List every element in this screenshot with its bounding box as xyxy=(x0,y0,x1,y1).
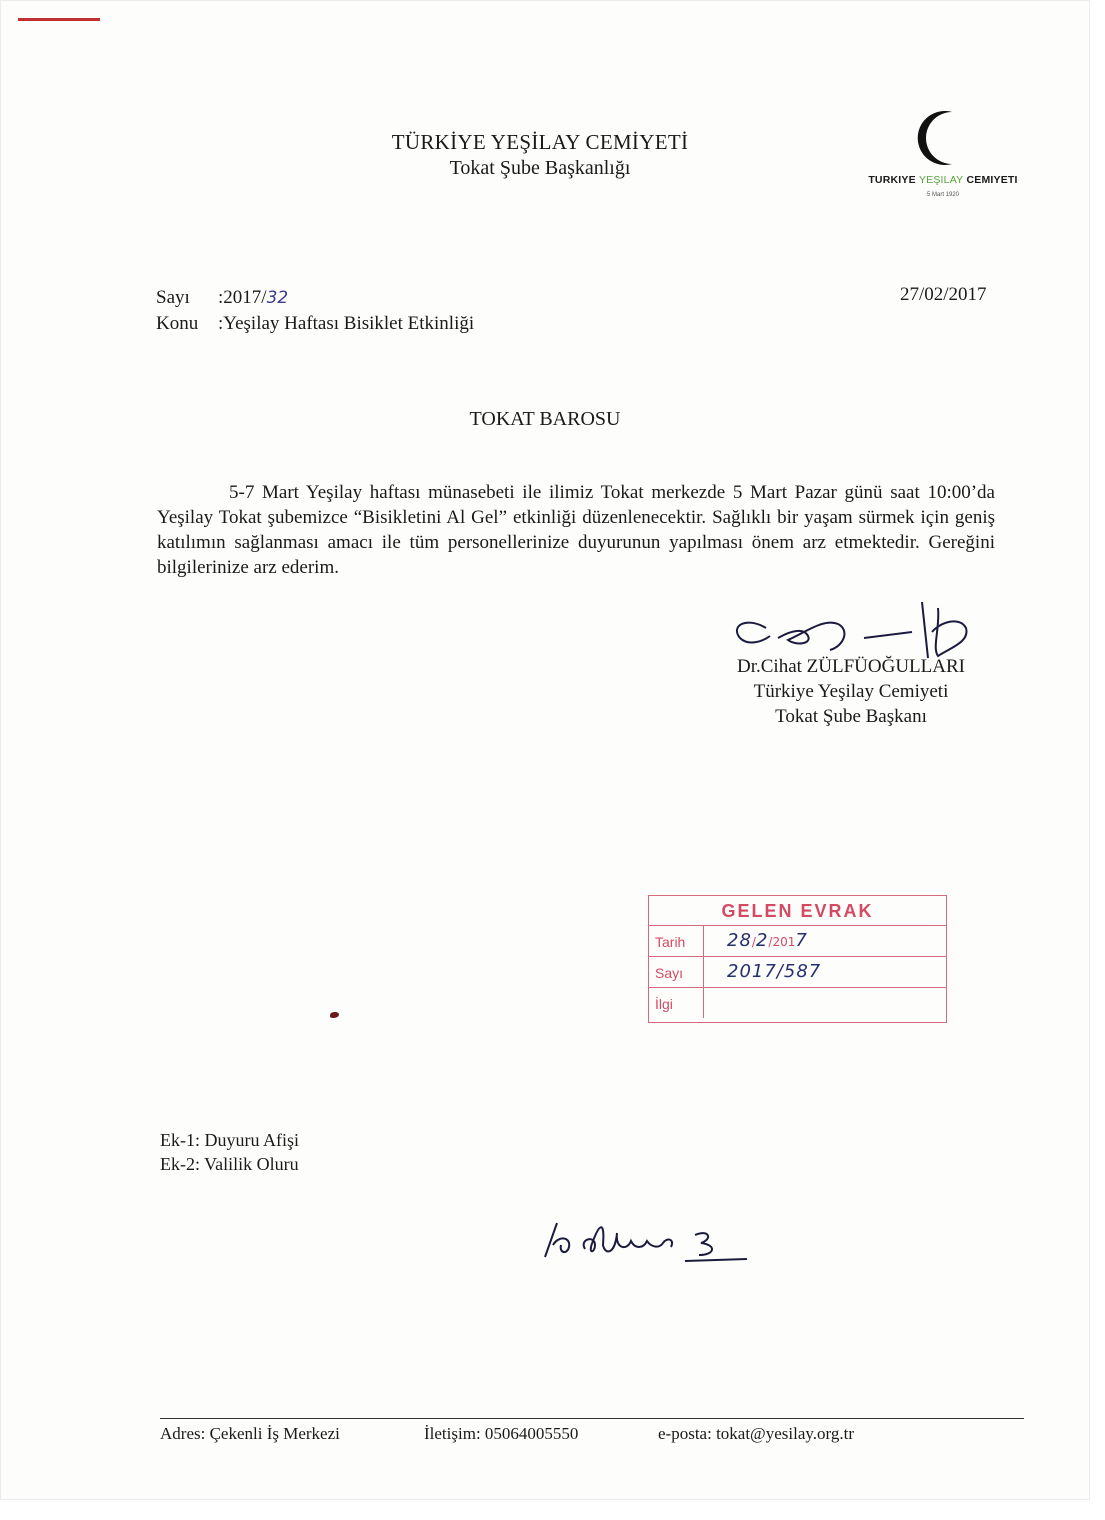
signatory-name: Dr.Cihat ZÜLFÜOĞULLARI xyxy=(737,656,965,677)
stamp-number-value: 2017/587 xyxy=(727,961,822,982)
stamp-number-label: Sayı xyxy=(649,957,704,987)
letterhead xyxy=(350,130,730,180)
letter-date: 27/02/2017 xyxy=(900,284,987,305)
ink-blot xyxy=(330,1012,339,1018)
footer-email: e-posta: tokat@yesilay.org.tr xyxy=(658,1424,854,1443)
number-row xyxy=(156,285,474,311)
number-label: Sayı xyxy=(156,287,190,308)
incoming-document-stamp xyxy=(648,895,947,1023)
letter-body xyxy=(157,480,995,580)
branch-title: Tokat Şube Başkanlığı xyxy=(449,157,631,179)
yesilay-logo xyxy=(858,108,1028,198)
subject-label: Konu xyxy=(156,313,199,334)
number-value: :2017/ xyxy=(218,287,267,308)
handwritten-signature xyxy=(726,598,976,660)
handwritten-note xyxy=(535,1215,755,1270)
subject-row xyxy=(156,311,474,336)
signatory-organization: Türkiye Yeşilay Cemiyeti xyxy=(753,681,949,702)
footer-address: Adres: Çekenli İş Merkezi xyxy=(160,1424,340,1443)
footer-contact: İletişim: 05064005550 xyxy=(424,1424,579,1443)
letter-meta xyxy=(156,285,474,336)
logo-founding-date: 5 Mart 1920 xyxy=(926,192,960,198)
body-paragraph: 5-7 Mart Yeşilay haftası münasebeti ile ilimiz Tokat merkezde 5 Mart Pazar günü saat 10:00’da Yeşilay Tokat şubemizce “Bisikletini Al Gel” etkinliği düzenlenecektir. Sağlıklı bir yaşam sürmek için geniş katılımın sağlanması amacı ile tüm personellerinize duyurunun yapılması önem arz etmektedir. Gereğini bilgilerinize arz ederim. xyxy=(157,482,995,578)
subject-value: :Yeşilay Haftası Bisiklet Etkinliği xyxy=(218,313,475,334)
stamp-related-label: İlgi xyxy=(649,988,704,1018)
attachment-item: Ek-2: Valilik Oluru xyxy=(160,1154,299,1174)
attachment-item: Ek-1: Duyuru Afişi xyxy=(160,1130,299,1150)
crescent-icon xyxy=(908,108,978,168)
attachments-list xyxy=(160,1128,299,1176)
logo-wordmark: TURKIYE YEŞILAY CEMIYETI xyxy=(868,174,1018,186)
stamp-date-label: Tarih xyxy=(649,926,704,956)
signatory-title: Tokat Şube Başkanı xyxy=(775,706,927,727)
signature-block xyxy=(722,598,980,729)
stamp-date-value: 28/2/2017 xyxy=(727,930,808,951)
stamp-related-row xyxy=(649,988,946,1018)
stamp-number-row xyxy=(649,957,946,988)
footer-divider xyxy=(160,1418,1024,1419)
scan-edge-mark xyxy=(18,18,100,21)
recipient: TOKAT BAROSU xyxy=(469,408,621,430)
number-handwritten: 32 xyxy=(266,288,289,308)
stamp-date-row xyxy=(649,926,946,957)
stamp-title: GELEN EVRAK xyxy=(649,896,946,926)
organization-title: TÜRKİYE YEŞİLAY CEMİYETİ xyxy=(391,130,689,154)
